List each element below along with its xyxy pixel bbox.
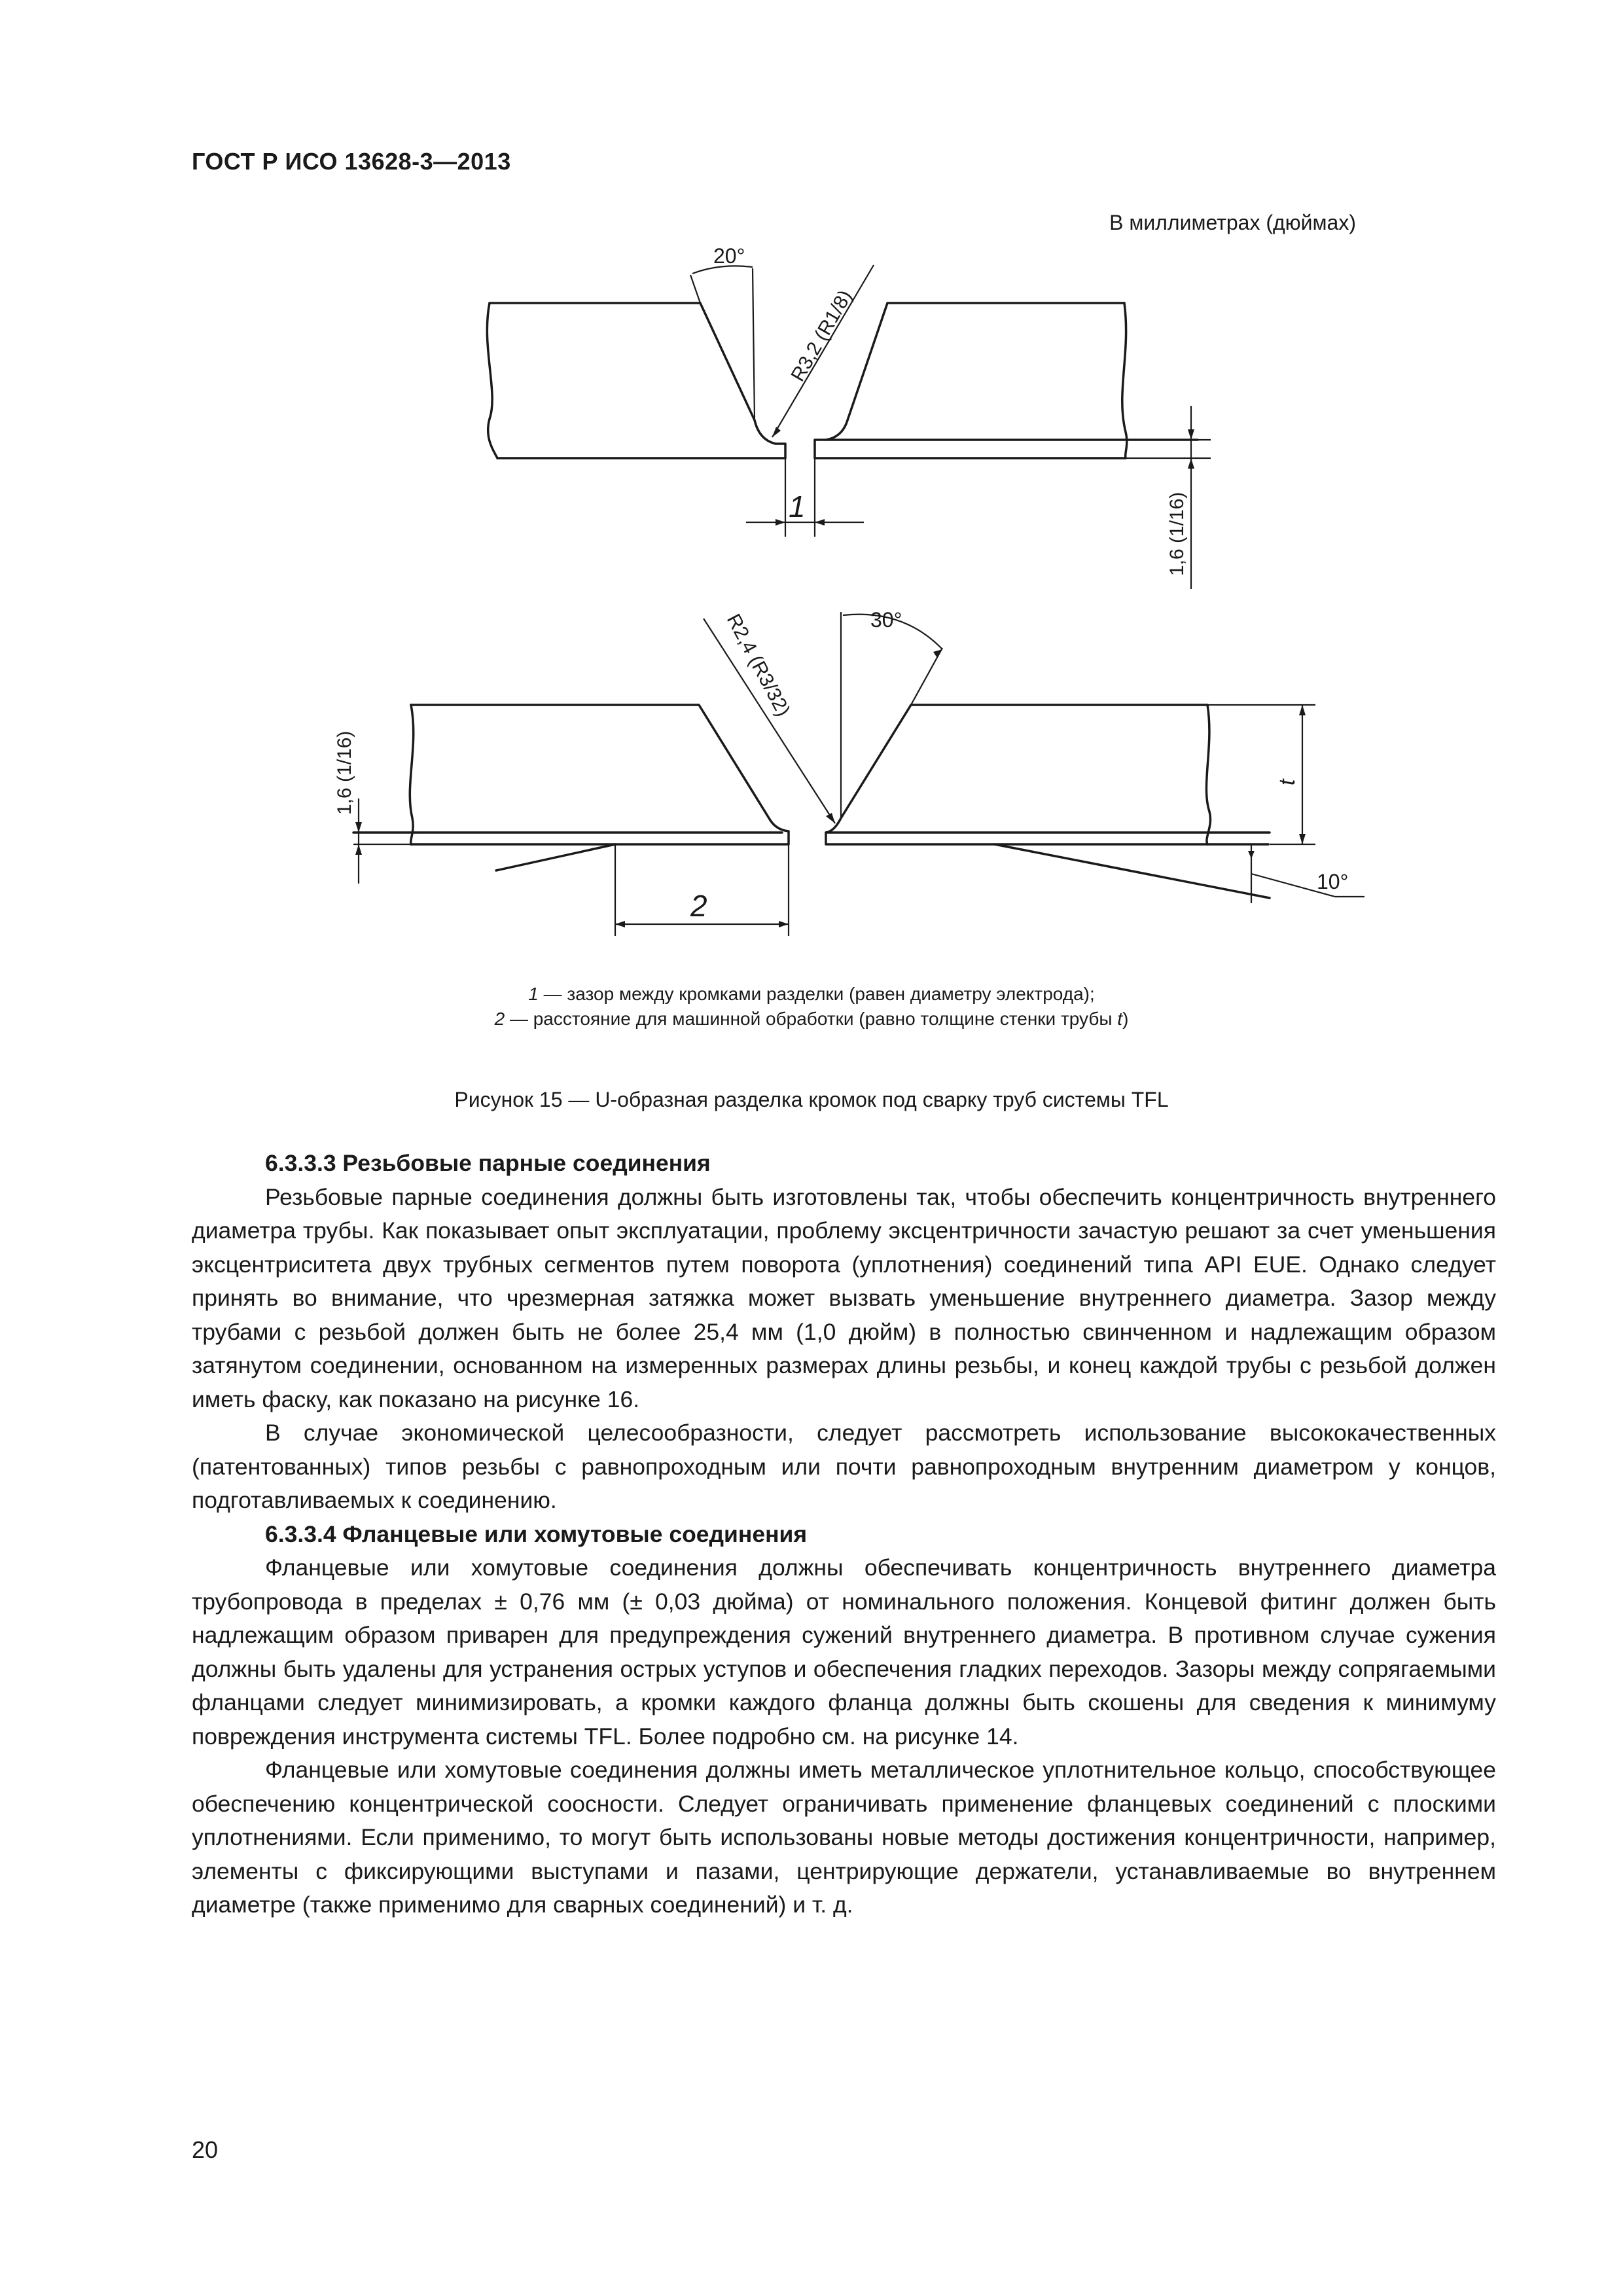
- legend-2-text: — расстояние для машинной обработки (равно толщине стенки трубы: [505, 1009, 1118, 1029]
- top-gap-label: 1: [789, 490, 806, 524]
- top-right-pipe-outline: [815, 303, 1126, 458]
- document-body: [192, 1147, 1496, 1922]
- bottom-left-pipe-outline: [411, 705, 789, 844]
- bottom-radius-label: R2,4 (R3/32): [722, 610, 794, 720]
- thickness-label: t: [1275, 779, 1300, 785]
- paragraph: Фланцевые или хомутовые соединения должны обеспечивать концентричность внутреннего диаметра трубопровода в пределах ± 0,76 мм (± 0,03 дюйма) от номинального положения. Концевой фитинг должен быть надлежащим образом приварен для предупреждения сужений внутреннего диаметра. В противном случае сужения должны быть удалены для устранения острых уступов и обеспечения гладких переходов. Зазоры между сопрягаемыми фланцами следует минимизировать, а кромки каждого фланца должны быть скошены для сведения к минимуму повреждения инструмента системы TFL. Более подробно см. на рисунке 14.: [192, 1554, 1496, 1749]
- figure-caption: Рисунок 15 — U-образная разделка кромок под сварку труб системы TFL: [454, 1088, 1169, 1111]
- units-note: В миллиметрах (дюймах): [1109, 211, 1356, 234]
- section-heading-6-3-3-4: 6.3.3.4 Фланцевые или хомутовые соединения: [265, 1520, 808, 1547]
- figure-legend-2: [0, 1007, 1623, 1031]
- top-angle-label: 20°: [713, 244, 745, 268]
- bottom-left-taper: [496, 844, 615, 870]
- bottom-right-pipe-outline: [826, 705, 1268, 844]
- page-number: 20: [192, 2136, 219, 2163]
- top-radius-label: R3,2 (R1/8): [787, 286, 857, 386]
- paragraph: Резьбовые парные соединения должны быть изготовлены так, чтобы обеспечить концентричность внутреннего диаметра трубы. Как показывает опыт эксплуатации, проблему эксцентричности зачастую решают за счет уменьшения эксцентриситета двух трубных сегментов путем поворота (уплотнения) соединений типа API EUE. Однако следует принять во внимание, что чрезмерная затяжка может вызвать уменьшение внутреннего диаметра. Зазор между трубами с резьбой должен быть не более 25,4 мм (1,0 дюйм) в полностью свинченном и надлежащим образом затянутом соединении, основанном на измеренных размерах длины резьбы, и конец каждой трубы с резьбой должен иметь фаску, как показано на рисунке 16.: [192, 1183, 1496, 1412]
- figure-legend-1: [0, 982, 1623, 1007]
- paragraph: В случае экономической целесообразности, следует рассмотреть использование высококачественных (патентованных) типов резьбы с равнопроходным или почти равнопроходным внутренним диаметром у концов, подготавливаемых к соединению.: [192, 1420, 1496, 1513]
- document-header: ГОСТ Р ИСО 13628-3—2013: [192, 148, 511, 175]
- bottom-right-taper: [995, 844, 1270, 898]
- machining-dim-label: 2: [690, 889, 707, 923]
- bottom-land-dim-label: 1,6 (1/16): [334, 730, 355, 815]
- taper-angle-label: 10°: [1317, 870, 1349, 893]
- top-left-break-line: [487, 303, 497, 458]
- bottom-left-break-line: [410, 705, 413, 844]
- bottom-radius-leader: [704, 619, 835, 823]
- top-right-break-line: [1122, 303, 1127, 458]
- bottom-right-break-line: [1206, 705, 1210, 844]
- legend-1-number: 1: [528, 984, 539, 1004]
- legend-1-text: — зазор между кромками разделки (равен диаметру электрода);: [538, 984, 1095, 1004]
- weld-preparation-figure: [0, 0, 1623, 995]
- top-left-pipe-outline: [490, 303, 785, 458]
- legend-2-var: t: [1117, 1009, 1123, 1029]
- paragraph: Фланцевые или хомутовые соединения должны иметь металлическое уплотнительное кольцо, способствующее обеспечению концентрической соосности. Следует ограничивать применение фланцевых соединений с плоскими уплотнениями. Если применимо, то могут быть использованы новые методы достижения концентричности, например, элементы с фиксирующими выступами и пазами, центрирующие держатели, устанавливаемые во внутреннем диаметре (также применимо для сварных соединений) и т. д.: [192, 1757, 1496, 1918]
- legend-2-tail: ): [1122, 1009, 1129, 1029]
- legend-2-number: 2: [494, 1009, 505, 1029]
- section-heading-6-3-3-3: 6.3.3.3 Резьбовые парные соединения: [265, 1150, 711, 1176]
- bottom-angle-label: 30°: [870, 608, 902, 632]
- top-land-dim-label: 1,6 (1/16): [1166, 492, 1188, 576]
